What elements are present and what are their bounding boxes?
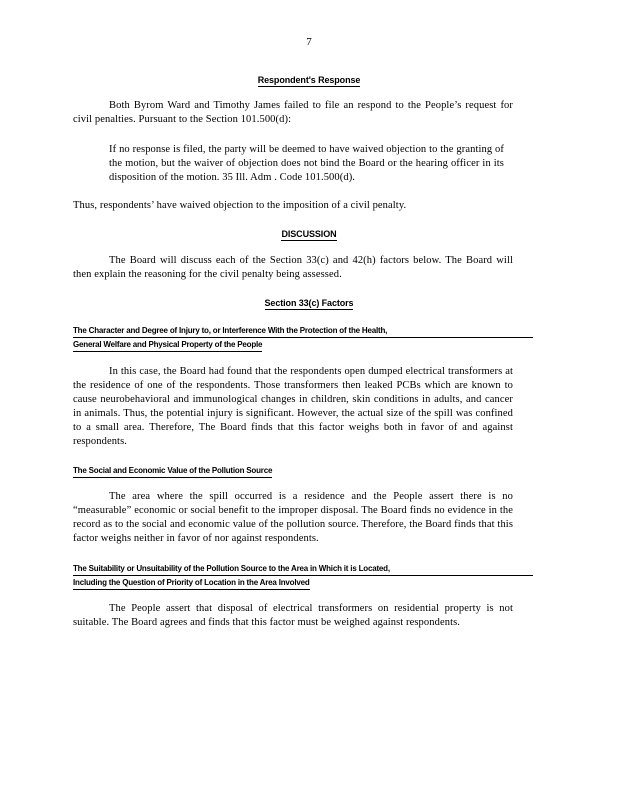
factor-1-heading-line1: The Character and Degree of Injury to, or Interference With the Protection of the Health, — [73, 324, 533, 338]
factor-3-heading-line2: Including the Question of Priority of Location in the Area Involved — [73, 576, 310, 590]
factor-3-heading-line1: The Suitability or Unsuitability of the Pollution Source to the Area in Which it is Located, — [73, 562, 533, 576]
respondents-response-heading — [0, 75, 618, 85]
factor-3-paragraph — [73, 602, 513, 630]
factor-1-heading — [73, 324, 533, 352]
discussion-text: The Board will discuss each of the Section 33(c) and 42(h) factors below. The Board will then explain the reasoning for the civil penalty being assessed. — [73, 255, 513, 280]
respondents-response-heading-text: Respondent's Response — [257, 75, 361, 85]
section-33c-heading-text: Section 33(c) Factors — [264, 298, 354, 308]
respondents-response-paragraph — [73, 99, 513, 127]
discussion-paragraph — [73, 254, 513, 282]
factor-2-heading — [73, 464, 533, 478]
rule-quote: If no response is filed, the party will be deemed to have waived objection to the granting of the motion, but the waiver of objection does not bind the Board or the hearing officer in its disposition of the motion. 35 Ill. Adm . Code 101.500(d). — [109, 144, 504, 183]
discussion-heading-text: DISCUSSION — [281, 229, 337, 239]
discussion-heading — [0, 229, 618, 239]
respondents-response-text: Both Byrom Ward and Timothy James failed to file an respond to the People’s request for civil penalties. Pursuant to the Section 101.500(d): — [73, 100, 513, 125]
factor-1-text: In this case, the Board had found that the respondents open dumped electrical transformers at the residence of one of the respondents. Those transformers then leaked PCBs which are known to cause neurobehavioral and immunological changes in children, skin conditions in adults, and cancer in animals. Thus, the potential injury is significant. However, the actual size of the spill was confined to a small area. Therefore, The Board finds that this factor weighs both in favor of and against respondents. — [73, 366, 513, 447]
factor-2-paragraph — [73, 490, 513, 546]
factor-2-heading-line1: The Social and Economic Value of the Pollution Source — [73, 464, 272, 478]
factor-3-text: The People assert that disposal of electrical transformers on residential property is not suitable. The Board agrees and finds that this factor must be weighed against respondents. — [73, 603, 513, 628]
section-33c-heading — [0, 298, 618, 308]
page-number: 7 — [306, 36, 312, 48]
factor-1-paragraph — [73, 365, 513, 449]
factor-3-heading — [73, 562, 533, 590]
factor-2-text: The area where the spill occurred is a residence and the People assert there is no “measurable” economic or social benefit to the improper disposal. The Board finds no evidence in the record as to the social and economic value of the pollution source. Therefore, the Board finds that this factor weighs neither in favor of nor against respondents. — [73, 491, 513, 544]
factor-1-heading-line2: General Welfare and Physical Property of the People — [73, 338, 262, 352]
waiver-conclusion: Thus, respondents’ have waived objection to the imposition of a civil penalty. — [73, 200, 407, 211]
